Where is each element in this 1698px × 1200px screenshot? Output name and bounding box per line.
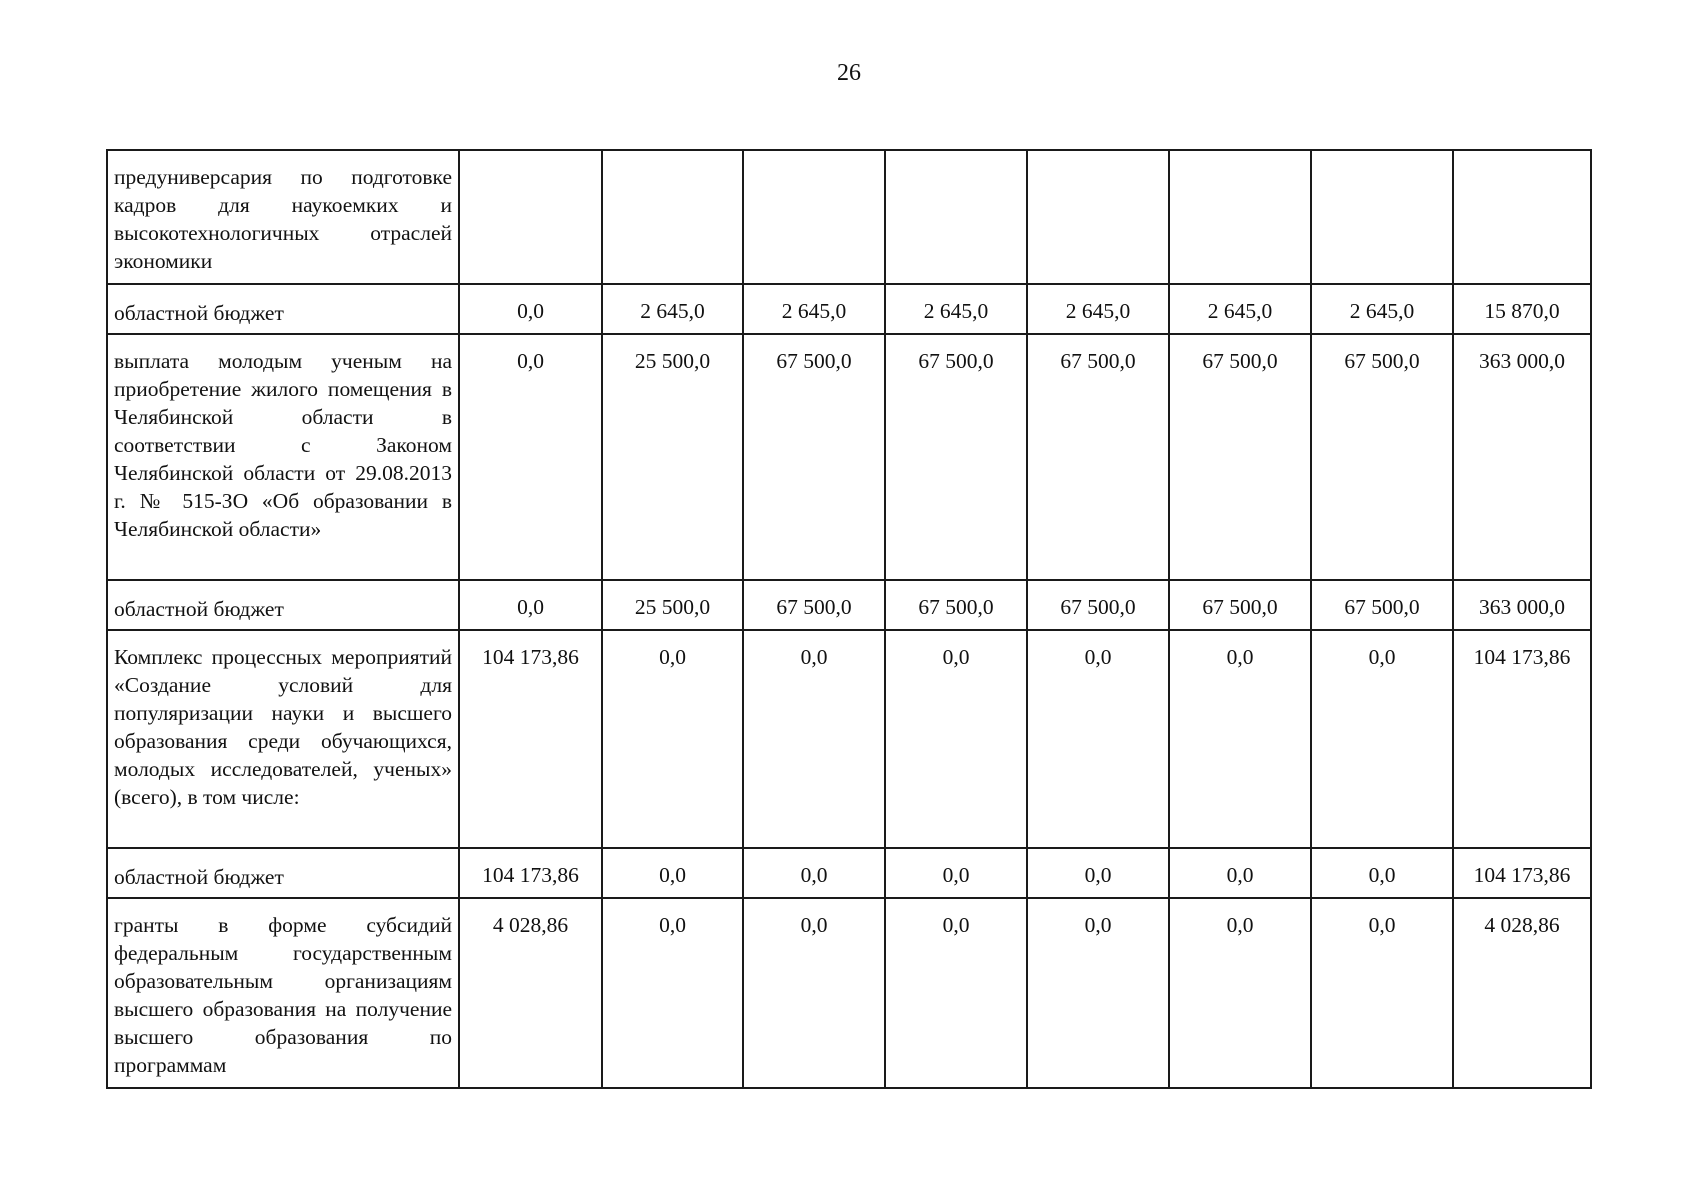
value-cell: 67 500,0 — [743, 334, 885, 580]
value-cell — [743, 150, 885, 284]
value-cell: 67 500,0 — [1311, 334, 1453, 580]
value-cell: 0,0 — [1027, 630, 1169, 848]
value-cell: 104 173,86 — [459, 848, 602, 898]
table-row — [107, 580, 1591, 630]
value-cell: 67 500,0 — [1169, 580, 1311, 630]
value-cell — [885, 150, 1027, 284]
value-cell: 0,0 — [602, 898, 743, 1088]
value-cell: 0,0 — [459, 284, 602, 334]
value-cell: 2 645,0 — [743, 284, 885, 334]
value-cell: 2 645,0 — [1311, 284, 1453, 334]
value-cell — [1027, 150, 1169, 284]
value-cell: 4 028,86 — [459, 898, 602, 1088]
value-cell — [459, 150, 602, 284]
value-cell: 0,0 — [1311, 898, 1453, 1088]
page-number: 26 — [837, 60, 861, 86]
value-cell: 0,0 — [1027, 898, 1169, 1088]
value-cell: 67 500,0 — [1169, 334, 1311, 580]
value-cell: 0,0 — [602, 630, 743, 848]
total-cell: 4 028,86 — [1453, 898, 1591, 1088]
total-cell: 15 870,0 — [1453, 284, 1591, 334]
budget-table — [106, 149, 1592, 1089]
row-label: выплата молодым ученым на приобретение жилого помещения в Челябинской области в соответствии с Законом Челябинской области от 29.08.2013 г. № 515-ЗО «Об образовании в Челябинской области» — [107, 334, 459, 580]
value-cell — [1169, 150, 1311, 284]
value-cell: 2 645,0 — [602, 284, 743, 334]
total-cell: 104 173,86 — [1453, 848, 1591, 898]
value-cell: 0,0 — [1169, 848, 1311, 898]
value-cell: 0,0 — [885, 898, 1027, 1088]
table-row — [107, 848, 1591, 898]
value-cell: 0,0 — [1169, 898, 1311, 1088]
value-cell: 0,0 — [1311, 848, 1453, 898]
table-row — [107, 630, 1591, 848]
value-cell: 0,0 — [885, 848, 1027, 898]
value-cell: 0,0 — [743, 898, 885, 1088]
value-cell: 67 500,0 — [1027, 334, 1169, 580]
value-cell: 0,0 — [459, 334, 602, 580]
value-cell: 2 645,0 — [885, 284, 1027, 334]
value-cell: 0,0 — [602, 848, 743, 898]
table-row — [107, 898, 1591, 1088]
value-cell: 25 500,0 — [602, 334, 743, 580]
total-cell: 363 000,0 — [1453, 334, 1591, 580]
value-cell: 67 500,0 — [1311, 580, 1453, 630]
value-cell: 67 500,0 — [743, 580, 885, 630]
value-cell: 0,0 — [743, 848, 885, 898]
value-cell: 0,0 — [1311, 630, 1453, 848]
row-label: предуниверсария по подготовке кадров для наукоемких и высокотехнологичных отраслей экономики — [107, 150, 459, 284]
value-cell — [1311, 150, 1453, 284]
total-cell: 363 000,0 — [1453, 580, 1591, 630]
row-label: областной бюджет — [107, 580, 459, 630]
row-label: областной бюджет — [107, 848, 459, 898]
value-cell: 67 500,0 — [1027, 580, 1169, 630]
value-cell — [602, 150, 743, 284]
row-label: гранты в форме субсидий федеральным государственным образовательным организациям высшего образования на получение высшего образования по программам — [107, 898, 459, 1088]
value-cell: 104 173,86 — [459, 630, 602, 848]
table-row — [107, 334, 1591, 580]
row-label: областной бюджет — [107, 284, 459, 334]
table-row — [107, 150, 1591, 284]
row-label: Комплекс процессных мероприятий «Создание условий для популяризации науки и высшего образования среди обучающихся, молодых исследователей, ученых» (всего), в том числе: — [107, 630, 459, 848]
value-cell: 0,0 — [1027, 848, 1169, 898]
value-cell: 0,0 — [743, 630, 885, 848]
value-cell: 0,0 — [1169, 630, 1311, 848]
value-cell: 67 500,0 — [885, 334, 1027, 580]
value-cell: 2 645,0 — [1169, 284, 1311, 334]
table-row — [107, 284, 1591, 334]
value-cell: 0,0 — [885, 630, 1027, 848]
value-cell: 2 645,0 — [1027, 284, 1169, 334]
total-cell: 104 173,86 — [1453, 630, 1591, 848]
value-cell: 0,0 — [459, 580, 602, 630]
value-cell: 25 500,0 — [602, 580, 743, 630]
total-cell — [1453, 150, 1591, 284]
value-cell: 67 500,0 — [885, 580, 1027, 630]
